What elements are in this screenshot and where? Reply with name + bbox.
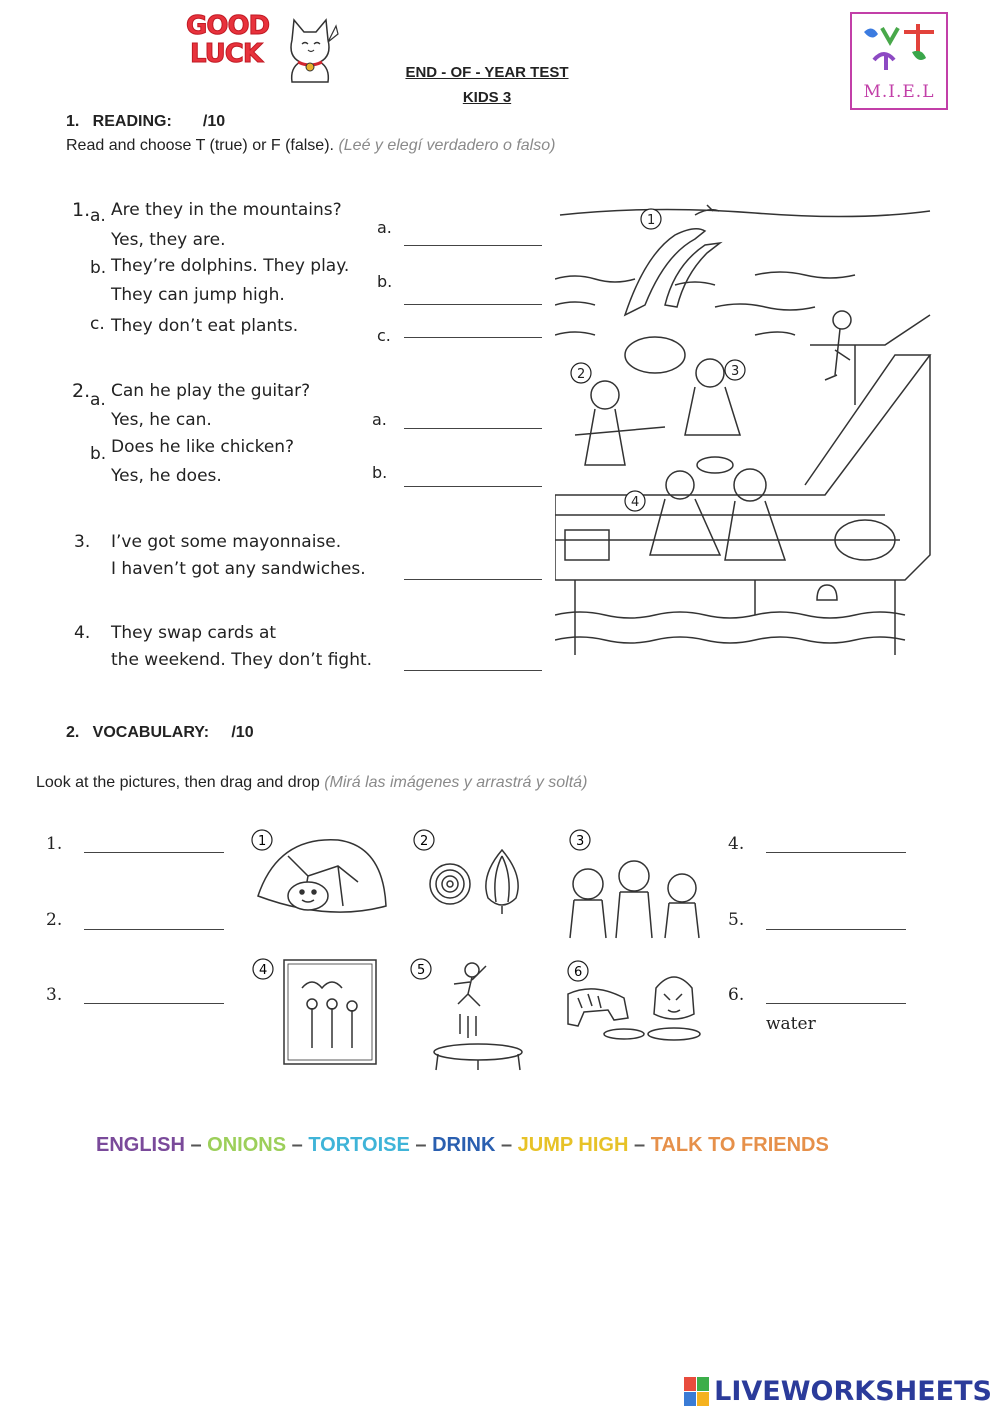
drink-water-picture	[564, 958, 710, 1050]
girl-2-head	[734, 469, 766, 501]
word-jump-high[interactable]: JUMP HIGH	[517, 1134, 629, 1156]
reading-instruction-en: Read and choose T (true) or F (false).	[66, 137, 334, 154]
word-english[interactable]: ENGLISH	[96, 1134, 185, 1156]
onions-picture	[410, 826, 540, 916]
q1c-letter: c.	[90, 314, 105, 334]
word-drink[interactable]: DRINK	[432, 1134, 496, 1156]
miel-logo	[850, 12, 948, 110]
vocab-number-2: 2.	[46, 910, 63, 930]
vocab-picture-number-4: 4	[259, 963, 268, 978]
word-separator: –	[409, 1134, 433, 1156]
page-title: END - OF - YEAR TEST	[405, 64, 569, 81]
scene-number-1: 1	[647, 213, 656, 228]
q4-number: 4.	[74, 623, 91, 643]
liveworksheets-brand: LIVEWORKSHEETS	[714, 1376, 992, 1407]
word-separator: –	[184, 1134, 208, 1156]
vocabulary-heading: 2. VOCABULARY: /10	[66, 724, 254, 741]
vocab-drop-zone-3[interactable]	[84, 1003, 224, 1004]
sandwich-plate-icon	[697, 457, 733, 473]
q3-number: 3.	[74, 532, 91, 552]
q1-number: 1.	[72, 199, 91, 221]
pier-scene-illustration	[555, 195, 935, 675]
reading-heading: 1. READING: /10	[66, 113, 226, 130]
english-book-picture	[252, 958, 384, 1068]
tiger-drinking-icon	[568, 977, 700, 1040]
q2-number: 2.	[72, 380, 91, 402]
answer-label-1b: b.	[377, 272, 393, 291]
thought-bubble-icon	[625, 337, 685, 373]
jump-high-picture	[410, 958, 534, 1074]
q3-line1: I’ve got some mayonnaise.	[111, 532, 342, 552]
books-icon	[565, 530, 609, 560]
reading-instruction	[66, 137, 555, 155]
q2a-line1: Can he play the guitar?	[111, 381, 311, 401]
vocab-number-5: 5.	[728, 910, 745, 930]
q2b-line1: Does he like chicken?	[111, 437, 295, 457]
horizon-line	[560, 209, 930, 216]
q1c-line1: They don’t eat plants.	[111, 316, 299, 336]
answer-field-2a[interactable]	[404, 428, 542, 429]
q3-line2: I haven’t got any sandwiches.	[111, 559, 366, 579]
q1b-letter: b.	[90, 258, 107, 278]
page-subtitle: KIDS 3	[462, 89, 512, 106]
miel-logo-text: M.I.E.L	[863, 82, 935, 102]
scene-number-4: 4	[631, 495, 640, 510]
reading-instruction-es: (Leé y elegí verdadero o falso)	[338, 137, 556, 154]
friends-talking-picture	[566, 826, 706, 942]
answer-label-1c: c.	[377, 326, 391, 345]
vocab-picture-number-3: 3	[576, 834, 585, 849]
tortoise-picture	[248, 826, 390, 926]
vocab-number-6: 6.	[728, 985, 745, 1005]
onion-icon	[430, 850, 518, 914]
liveworksheets-logo-icon	[684, 1377, 710, 1407]
boy-diving-head	[833, 311, 851, 329]
vocab-picture-number-6: 6	[574, 965, 583, 980]
q1a-line1: Are they in the mountains?	[111, 200, 342, 220]
tortoise-icon	[258, 840, 386, 912]
vocab-drop-zone-2[interactable]	[84, 929, 224, 930]
q1b-line1: They’re dolphins. They play.	[111, 256, 350, 276]
boy-guitar-head	[591, 381, 619, 409]
q2a-letter: a.	[90, 390, 106, 410]
answer-field-3[interactable]	[404, 579, 542, 580]
logo-text-luck: LUCK	[190, 39, 262, 69]
q1a-letter: a.	[90, 206, 106, 226]
q2a-line2: Yes, he can.	[111, 410, 212, 430]
answer-label-2a: a.	[372, 410, 387, 429]
answer-field-1a[interactable]	[404, 245, 542, 246]
children-icon	[570, 861, 699, 938]
q4-line1: They swap cards at	[111, 623, 277, 643]
wave-lines	[555, 272, 855, 285]
vocab-drop-zone-5[interactable]	[766, 929, 906, 930]
word-separator: –	[286, 1134, 309, 1156]
word-onions[interactable]: ONIONS	[207, 1134, 287, 1156]
vocab-drop-zone-4[interactable]	[766, 852, 906, 853]
vocab-picture-number-1: 1	[258, 834, 267, 849]
answer-field-1c[interactable]	[404, 337, 542, 338]
word-bank	[96, 1134, 829, 1157]
vocab-picture-number-2: 2	[420, 834, 429, 849]
trampoline-icon	[434, 963, 522, 1070]
logo-text-good: GOOD	[186, 11, 270, 41]
answer-field-2b[interactable]	[404, 486, 542, 487]
vocab-suffix-water: water	[766, 1014, 816, 1034]
dolphin-icon-2	[665, 243, 720, 307]
word-tortoise[interactable]: TORTOISE	[308, 1134, 410, 1156]
vocab-number-4: 4.	[728, 834, 745, 854]
q4-line2: the weekend. They don’t fight.	[111, 650, 373, 670]
answer-label-2b: b.	[372, 463, 388, 482]
book-icon	[284, 960, 376, 1064]
vocabulary-instruction-en: Look at the pictures, then drag and drop	[36, 774, 320, 791]
vocab-number-1: 1.	[46, 834, 63, 854]
scene-number-2: 2	[577, 367, 586, 382]
vocab-drop-zone-1[interactable]	[84, 852, 224, 853]
vocabulary-instruction-es: (Mirá las imágenes y arrastrá y soltá)	[324, 774, 588, 791]
vocab-drop-zone-6[interactable]	[766, 1003, 906, 1004]
vocab-number-3: 3.	[46, 985, 63, 1005]
answer-field-4[interactable]	[404, 670, 542, 671]
q1a-line2: Yes, they are.	[111, 230, 226, 250]
liveworksheets-footer	[684, 1376, 992, 1407]
word-separator: –	[495, 1134, 518, 1156]
q2b-line2: Yes, he does.	[111, 466, 222, 486]
answer-label-1a: a.	[377, 218, 392, 237]
vocabulary-instruction	[36, 774, 587, 792]
vocab-picture-number-5: 5	[417, 963, 426, 978]
guitar-icon	[575, 409, 665, 465]
answer-field-1b[interactable]	[404, 304, 542, 305]
q1b-line2: They can jump high.	[111, 285, 285, 305]
bell-icon	[817, 585, 837, 600]
word-talk-to-friends[interactable]: TALK TO FRIENDS	[650, 1134, 829, 1156]
word-separator: –	[628, 1134, 651, 1156]
scene-number-3: 3	[731, 364, 740, 379]
boy-eating-head	[696, 359, 724, 387]
q2b-letter: b.	[90, 444, 107, 464]
